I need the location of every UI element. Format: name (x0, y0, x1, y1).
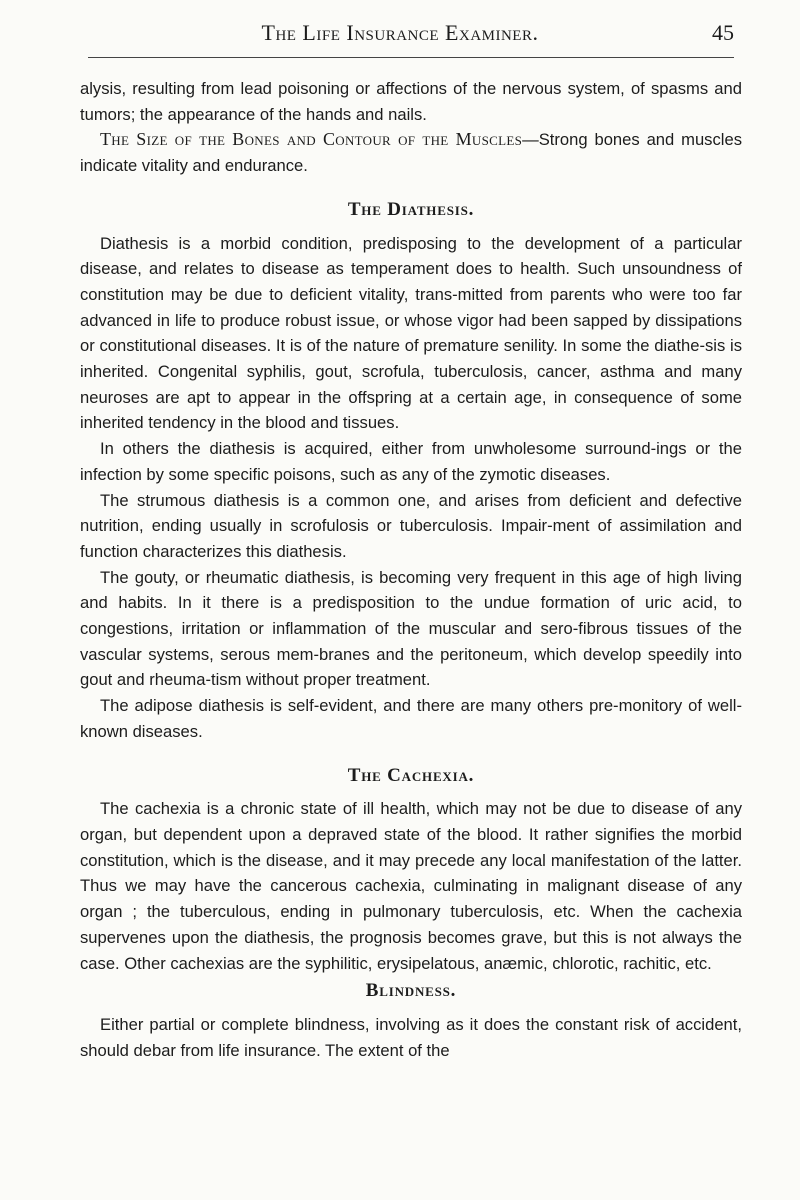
heading-diathesis: The Diathesis. (347, 198, 475, 220)
intro-paragraph: alysis, resulting from lead poisoning or affections of the nervous system, of spasms and tumors; the appearance of the hands and nails. (80, 79, 742, 124)
header-rule (88, 57, 734, 58)
bones-muscles-lead: The Size of the Bones and Contour of the Muscles (100, 129, 523, 150)
heading-blindness: Blindness. (365, 980, 457, 1002)
diathesis-paragraph-3: The strumous diathesis is a common one, and arises from deficient and defective nutrition, ending usually in scrofulosis or tuberculosis. Impair-ment of assimilation and function characterizes this diathesis. (80, 490, 742, 561)
diathesis-paragraph-1: Diathesis is a morbid condition, predisposing to the development of a particular disease, and relates to disease as temperament does to health. Such unsoundness of constitution may be due to deficient vitality, trans-mitted from parents who were too far advanced in life to produce robust issue, or whose vigor had been sapped by dissipations or constitutional diseases. It is of the nature of premature senility. In some the diathe-sis is inherited. Congenital syphilis, gout, scrofula, tuberculosis, cancer, asthma and many neuroses are apt to appear in the offspring at a certain age, in consequence of some inherited tendency in the blood and tissues. (80, 233, 742, 433)
bones-muscles-text: —Strong bones and muscles indicate vitality and endurance. (80, 130, 742, 176)
blindness-paragraph: Either partial or complete blindness, involving as it does the constant risk of accident, should debar from life insurance. The extent of the (80, 1014, 742, 1060)
cachexia-paragraph: The cachexia is a chronic state of ill health, which may not be due to disease of any organ, but dependent upon a depraved state of the blood. It rather signifies the morbid constitution, which is the disease, and it may precede any local manifestation of the latter. Thus we may have the cancerous cachexia, culminating in malignant disease of any organ ; the tuberculous, ending in pulmonary tuberculosis, etc. When the cachexia supervenes upon the diathesis, the prognosis becomes grave, but this is not always the case. Other cachexias are the syphilitic, erysipelatous, anæmic, chlorotic, rachitic, etc. (80, 799, 742, 973)
page-number: 45 (712, 20, 734, 45)
page-header (88, 20, 734, 46)
bones-muscles-paragraph (80, 127, 742, 178)
running-title: The Life Insurance Examiner. (261, 20, 539, 45)
diathesis-paragraph-5: The adipose diathesis is self-evident, and there are many others pre-monitory of well-known diseases. (80, 696, 742, 741)
page-body (80, 76, 742, 1063)
heading-cachexia: The Cachexia. (347, 764, 475, 786)
diathesis-paragraph-4: The gouty, or rheumatic diathesis, is becoming very frequent in this age of high living and habits. In it there is a predisposition to the undue formation of uric acid, to congestions, irritation or inflammation of the muscular and sero-fibrous tissues of the vascular systems, serous mem-branes and the peritoneum, which develop speedily into gout and rheuma-tism without proper treatment. (80, 567, 742, 690)
diathesis-paragraph-2: In others the diathesis is acquired, either from unwholesome surround-ings or the infection by some specific poisons, such as any of the zymotic diseases. (80, 439, 742, 484)
